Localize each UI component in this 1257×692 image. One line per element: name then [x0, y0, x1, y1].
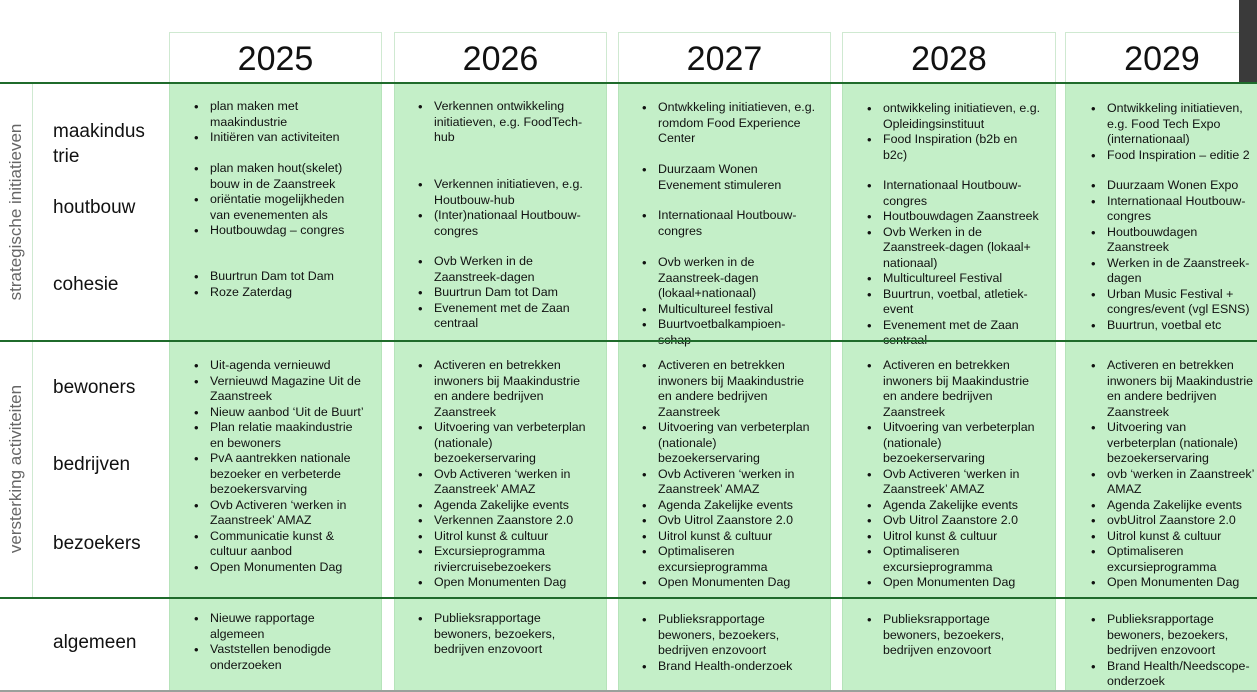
list-item: • Open Monumenten Dag — [642, 575, 814, 591]
list-item: • Publieksrapportage bewoners, bezoekers, bedrijven enzovoort — [642, 612, 814, 659]
list-item: • Plan relatie maakindustrie en bewoners — [194, 420, 366, 451]
list-item: • Activeren en betrekken inwoners bij Maakindustrie en andere bedrijven Zaanstreek — [1091, 358, 1255, 420]
divider-header — [0, 82, 1257, 84]
list-item: • Ovb Uitrol Zaanstore 2.0 — [867, 513, 1039, 529]
list-item: • Ovb Activeren ‘werken in Zaanstreek’ AMAZ — [194, 498, 366, 529]
list-item: • Vaststellen benodigde onderzoeken — [194, 642, 366, 673]
list-item: • Houtbouwdagen Zaanstreek — [867, 209, 1042, 225]
list-item: • Uitrol kunst & cultuur — [418, 529, 590, 545]
list-item: • Verkennen initiatieven, e.g. Houtbouw-hub — [418, 177, 590, 208]
list-item: • Optimaliseren excursieprogramma — [867, 544, 1039, 575]
list-item: • Internationaal Houtbouw-congres — [642, 208, 817, 239]
list-item: • Optimaliseren excursieprogramma — [1091, 544, 1255, 575]
list-item: • plan maken hout(skelet) bouw in de Zaanstreek — [194, 161, 364, 192]
list-item: • Verkennen Zaanstore 2.0 — [418, 513, 590, 529]
cell-strengthening-2028 — [867, 358, 1039, 591]
list-item: • Roze Zaterdag — [194, 285, 364, 301]
list-item: • Uitrol kunst & cultuur — [1091, 529, 1255, 545]
cell-general-2026 — [418, 611, 590, 658]
cell-strategic-2025-maakindustrie — [194, 99, 364, 146]
list-item: • Verkennen ontwikkeling initiatieven, e.g. FoodTech-hub — [418, 99, 590, 146]
section-label-divider-top — [32, 83, 33, 341]
list-item: • Uitrol kunst & cultuur — [867, 529, 1039, 545]
list-item: • Buurtrun Dam tot Dam — [194, 269, 364, 285]
list-item: • Werken in de Zaanstreek-dagen — [1091, 256, 1255, 287]
list-item: • Nieuw aanbod ‘Uit de Buurt’ — [194, 405, 366, 421]
list-item: • ovb ‘werken in Zaanstreek’ AMAZ — [1091, 467, 1255, 498]
list-item: • Buurtvoetbalkampioen- — [642, 317, 817, 348]
year-header-2026: 2026 — [394, 32, 607, 84]
list-item: • Optimaliseren excursieprogramma — [642, 544, 814, 575]
list-item: • Agenda Zakelijke events — [642, 498, 814, 514]
list-item: • Activeren en betrekken inwoners bij Maakindustrie en andere bedrijven Zaanstreek — [642, 358, 814, 420]
list-item: • Publieksrapportage bewoners, bezoekers, bedrijven enzovoort — [867, 612, 1039, 659]
cell-general-2027 — [642, 612, 814, 674]
list-item: • Uitrol kunst & cultuur — [642, 529, 814, 545]
list-item: • plan maken met maakindustrie — [194, 99, 364, 130]
list-item: • Buurtrun Dam tot Dam — [418, 285, 590, 301]
list-item: • Uitvoering van verbeterplan (nationale) bezoekerservaring — [418, 420, 590, 467]
cell-strategic-2028-maakindustrie — [867, 101, 1042, 163]
section-label-strategic: strategische initiatieven — [6, 123, 25, 301]
section-label-divider-bottom — [32, 342, 33, 598]
cell-strategic-2027-houtbouw — [642, 162, 817, 239]
list-item: • Brand Health-onderzoek — [642, 659, 814, 675]
divider-strategic-strengthening — [0, 340, 1257, 342]
list-item: • Ovb Werken in de Zaanstreek-dagen (lokaal+ nationaal) — [867, 225, 1042, 272]
list-item: • Duurzaam Wonen Expo — [1091, 178, 1255, 194]
list-item: • Ovb werken in de Zaanstreek-dagen (lokaal+nationaal) — [642, 255, 817, 302]
list-item: • Nieuwe rapportage algemeen — [194, 611, 366, 642]
cell-strategic-2026-maakindustrie — [418, 99, 590, 146]
list-item: • Activeren en betrekken inwoners bij Maakindustrie en andere bedrijven Zaanstreek — [867, 358, 1039, 420]
list-item: • PvA aantrekken nationale bezoeker en verbeterde bezoekersvarving — [194, 451, 366, 498]
cell-strengthening-2029 — [1091, 358, 1255, 591]
row-label-maakindustrie: maakindus trie — [53, 121, 145, 167]
row-label-bedrijven: bedrijven — [53, 454, 131, 475]
list-item: • Food Inspiration (b2b en b2c) — [867, 132, 1042, 163]
list-item: • Communicatie kunst & cultuur aanbod — [194, 529, 366, 560]
list-item: • Activeren en betrekken inwoners bij Maakindustrie en andere bedrijven Zaanstreek — [418, 358, 590, 420]
list-item: • Excursieprogramma riviercruisebezoekers — [418, 544, 590, 575]
cell-strategic-2025-houtbouw — [194, 161, 364, 239]
list-item: • ovbUitrol Zaanstore 2.0 — [1091, 513, 1255, 529]
list-item: • Evenement met de Zaan — [867, 318, 1042, 349]
year-header-2028: 2028 — [842, 32, 1056, 84]
cell-general-2025 — [194, 611, 366, 673]
list-item: • oriëntatie mogelijkheden van evenementen als — [194, 192, 364, 223]
list-item: • Open Monumenten Dag — [418, 575, 590, 591]
row-label-houtbouw: houtbouw — [53, 197, 136, 218]
list-item: • Ontwkkeling initiatieven, e.g. romdom Food Experience Center — [642, 100, 817, 147]
list-item: • Uitvoering van verbeterplan (nationale) bezoekerservaring — [867, 420, 1039, 467]
list-item: • Buurtrun, voetbal, atletiek-event — [867, 287, 1042, 318]
cell-strategic-2027-maakindustrie — [642, 100, 817, 147]
divider-strengthening-general — [0, 597, 1257, 599]
cell-strategic-2028-houtbouw-cohesie — [867, 178, 1042, 349]
cell-strategic-2026-houtbouw — [418, 177, 590, 239]
list-item: • Ovb Werken in de Zaanstreek-dagen — [418, 254, 590, 285]
list-item: • Duurzaam Wonen Evenement stimuleren — [642, 162, 817, 193]
year-header-2029: 2029 — [1065, 32, 1257, 84]
cell-strengthening-2026 — [418, 358, 590, 591]
row-label-bewoners: bewoners — [53, 377, 136, 398]
list-item: • Uitvoering van verbeterplan (nationale) bezoekerservaring — [642, 420, 814, 467]
list-item: • Open Monumenten Dag — [1091, 575, 1255, 591]
list-item: • Ovb Activeren ‘werken in Zaanstreek’ AMAZ — [642, 467, 814, 498]
list-item: • Food Inspiration – editie 2 — [1091, 148, 1255, 164]
list-item: • Internationaal Houtbouw-congres — [1091, 194, 1255, 225]
list-item: • Uitvoering van verbeterplan (nationale) bezoekerservaring — [1091, 420, 1255, 467]
list-item: • ontwikkeling initiatieven, e.g. Opleidingsinstituut — [867, 101, 1042, 132]
cell-strategic-2025-cohesie — [194, 269, 364, 300]
list-item: • Open Monumenten Dag — [867, 575, 1039, 591]
list-item: • Brand Health/Needscope-onderzoek — [1091, 659, 1255, 690]
row-label-bezoekers: bezoekers — [53, 533, 141, 554]
section-label-strengthening: versterking activiteiten — [6, 384, 25, 554]
list-item: • Buurtrun, voetbal etc — [1091, 318, 1255, 334]
list-item: • Ontwikkeling initiatieven, e.g. Food Tech Expo (internationaal) — [1091, 101, 1255, 148]
list-item: • Urban Music Festival + congres/event (vgl ESNS) — [1091, 287, 1255, 318]
year-header-2027: 2027 — [618, 32, 831, 84]
list-item: • Ovb Activeren ‘werken in Zaanstreek’ AMAZ — [418, 467, 590, 498]
year-header-2025: 2025 — [169, 32, 382, 84]
list-item: • Houtbouwdag – congres — [194, 223, 364, 239]
list-item: • Initiëren van activiteiten — [194, 130, 364, 146]
list-item: • Multicultureel Festival — [867, 271, 1042, 287]
list-item: • Internationaal Houtbouw-congres — [867, 178, 1042, 209]
row-label-algemeen: algemeen — [53, 632, 137, 653]
list-item: • Publieksrapportage bewoners, bezoekers, bedrijven enzovoort — [1091, 612, 1255, 659]
list-item: • Uit-agenda vernieuwd — [194, 358, 366, 374]
list-item: • Houtbouwdagen Zaanstreek — [1091, 225, 1255, 256]
list-item: • Ovb Uitrol Zaanstore 2.0 — [642, 513, 814, 529]
cell-general-2028 — [867, 612, 1039, 659]
list-item: • Agenda Zakelijke events — [867, 498, 1039, 514]
list-item: • Evenement met de Zaan centraal — [418, 301, 590, 332]
cell-strategic-2027-cohesie — [642, 255, 817, 348]
cell-strategic-2026-cohesie — [418, 254, 590, 332]
cell-general-2029 — [1091, 612, 1255, 690]
list-item: • Open Monumenten Dag — [194, 560, 366, 576]
cell-strategic-2029-houtbouw-cohesie — [1091, 178, 1255, 333]
cell-strategic-2029-maakindustrie — [1091, 101, 1255, 163]
list-item: • Vernieuwd Magazine Uit de Zaanstreek — [194, 374, 366, 405]
row-label-cohesie: cohesie — [53, 274, 119, 295]
list-item: • Multicultureel festival — [642, 302, 817, 318]
cell-strengthening-2027 — [642, 358, 814, 591]
cell-strengthening-2025 — [194, 358, 366, 575]
list-item: • Agenda Zakelijke events — [1091, 498, 1255, 514]
list-item: • (Inter)nationaal Houtbouw-congres — [418, 208, 590, 239]
list-item: • Ovb Activeren ‘werken in Zaanstreek’ AMAZ — [867, 467, 1039, 498]
list-item: • Agenda Zakelijke events — [418, 498, 590, 514]
slide-edge-bar — [1239, 0, 1257, 82]
list-item: • Publieksrapportage bewoners, bezoekers, bedrijven enzovoort — [418, 611, 590, 658]
